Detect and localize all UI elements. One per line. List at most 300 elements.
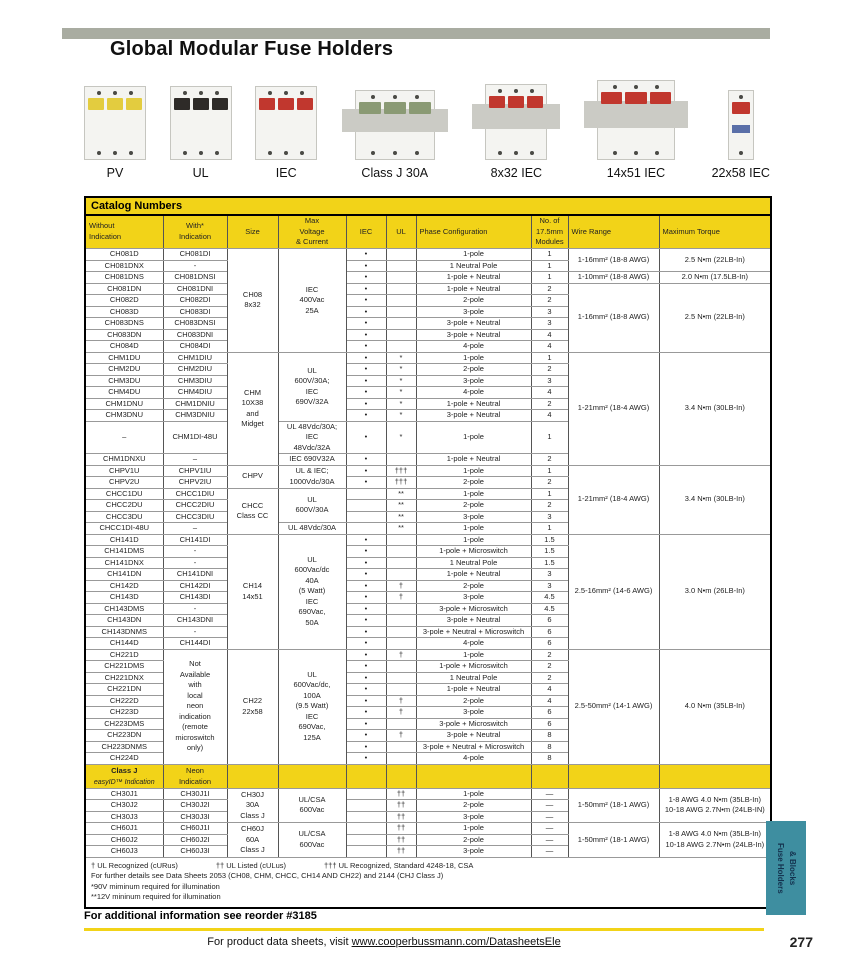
catalog-numbers-title: Catalog Numbers bbox=[85, 197, 771, 215]
footnote-line: *90V miminum required for illumination bbox=[91, 881, 220, 891]
table-cell: CHM1DIU bbox=[163, 352, 227, 364]
table-cell: 1.5 bbox=[531, 546, 568, 558]
table-cell: 1 bbox=[531, 352, 568, 364]
table-cell: † bbox=[386, 580, 416, 592]
table-cell: 3-pole + Neutral + Microswitch bbox=[416, 626, 531, 638]
table-cell: • bbox=[346, 718, 386, 730]
table-cell: 2.5 N•m (22LB-In) bbox=[659, 249, 771, 272]
table-cell: • bbox=[346, 283, 386, 295]
column-header-9: Maximum Torque bbox=[659, 215, 771, 249]
table-cell: CHM2DU bbox=[85, 364, 163, 376]
footnote-legend-item: † UL Recognized (cURus) bbox=[91, 860, 178, 870]
table-cell: 1.5 bbox=[531, 557, 568, 569]
table-cell: CHCC1DI-48U bbox=[85, 523, 163, 535]
table-cell: 3 bbox=[531, 580, 568, 592]
table-cell bbox=[278, 764, 346, 788]
table-cell: CH223DMS bbox=[85, 718, 163, 730]
table-cell: • bbox=[346, 672, 386, 684]
table-cell: CH224D bbox=[85, 753, 163, 765]
footnotes-cell bbox=[85, 857, 771, 908]
table-cell: • bbox=[346, 569, 386, 581]
table-row bbox=[85, 465, 771, 477]
table-cell bbox=[386, 764, 416, 788]
table-cell: * bbox=[386, 364, 416, 376]
table-cell: • bbox=[346, 249, 386, 261]
table-cell bbox=[659, 764, 771, 788]
table-cell bbox=[386, 638, 416, 650]
table-cell: 2-pole bbox=[416, 800, 531, 812]
table-cell: 4 bbox=[531, 387, 568, 399]
table-cell: 1-21mm² (18-4 AWG) bbox=[568, 352, 659, 465]
table-cell: CH084DI bbox=[163, 341, 227, 353]
table-cell: 1-pole + Microswitch bbox=[416, 661, 531, 673]
table-cell bbox=[386, 672, 416, 684]
table-cell: 4 bbox=[531, 410, 568, 422]
table-cell: 2-pole bbox=[416, 477, 531, 489]
footnote-legend-item: ††† UL Recognized, Standard 4248-18, CSA bbox=[324, 860, 474, 870]
table-cell: 6 bbox=[531, 626, 568, 638]
table-cell: Class J easyID™ Indication bbox=[85, 764, 163, 788]
product-label-pv: PV bbox=[106, 166, 124, 180]
table-cell: 3 bbox=[531, 375, 568, 387]
table-cell: ††† bbox=[386, 477, 416, 489]
table-cell: 3.4 N•m (30LB-In) bbox=[659, 352, 771, 465]
table-cell: CH143DNMS bbox=[85, 626, 163, 638]
table-cell: 2 bbox=[531, 283, 568, 295]
product-strip bbox=[84, 80, 770, 180]
table-cell: • bbox=[346, 695, 386, 707]
table-cell bbox=[386, 603, 416, 615]
table-footnotes bbox=[85, 857, 771, 908]
table-cell: 2-pole bbox=[416, 364, 531, 376]
table-cell: † bbox=[386, 695, 416, 707]
table-cell: UL & IEC; 1000Vdc/30A bbox=[278, 465, 346, 488]
product-label-iec832: 8x32 IEC bbox=[490, 166, 543, 180]
table-cell: • bbox=[346, 341, 386, 353]
product-iec1451 bbox=[584, 80, 688, 180]
table-cell: CH30J3 bbox=[85, 811, 163, 823]
table-cell: • bbox=[346, 741, 386, 753]
table-cell: • bbox=[346, 730, 386, 742]
page-title: Global Modular Fuse Holders bbox=[110, 38, 394, 60]
table-cell: • bbox=[346, 398, 386, 410]
table-cell: 2 bbox=[531, 672, 568, 684]
table-cell: 4-pole bbox=[416, 341, 531, 353]
column-header-2: Size bbox=[227, 215, 278, 249]
table-cell: 2.5-50mm² (14-1 AWG) bbox=[568, 649, 659, 764]
table-cell: * bbox=[386, 421, 416, 454]
product-photo-iec832 bbox=[485, 84, 547, 160]
table-cell bbox=[386, 661, 416, 673]
table-cell bbox=[346, 523, 386, 535]
table-cell: 3-pole + Neutral + Microswitch bbox=[416, 741, 531, 753]
table-row bbox=[85, 823, 771, 835]
table-cell: 4.5 bbox=[531, 603, 568, 615]
table-cell: CH30J2I bbox=[163, 800, 227, 812]
table-cell: CH141DMS bbox=[85, 546, 163, 558]
table-cell: CH081DN bbox=[85, 283, 163, 295]
column-header-3: Max Voltage & Current bbox=[278, 215, 346, 249]
product-photo-iec bbox=[255, 86, 317, 160]
table-cell: CH081DNSI bbox=[163, 272, 227, 284]
table-cell: 1-50mm² (18-1 AWG) bbox=[568, 788, 659, 823]
table-cell: • bbox=[346, 661, 386, 673]
table-cell bbox=[227, 764, 278, 788]
table-cell: CH30J1I bbox=[163, 788, 227, 800]
table-cell bbox=[386, 684, 416, 696]
table-cell: 2 bbox=[531, 661, 568, 673]
table-cell: • bbox=[346, 477, 386, 489]
section-tab-fuse-holders-blocks bbox=[766, 821, 806, 915]
table-cell: ** bbox=[386, 500, 416, 512]
table-cell bbox=[386, 753, 416, 765]
table-cell: • bbox=[346, 421, 386, 454]
table-cell: UL 48Vdc/30A; IEC 48Vdc/32A bbox=[278, 421, 346, 454]
table-cell bbox=[346, 834, 386, 846]
table-cell: CH081DI bbox=[163, 249, 227, 261]
table-cell: CH222D bbox=[85, 695, 163, 707]
table-cell: • bbox=[346, 318, 386, 330]
table-cell: 3-pole bbox=[416, 707, 531, 719]
table-row bbox=[85, 352, 771, 364]
table-section-6 bbox=[85, 788, 771, 823]
table-cell: CHM1DNU bbox=[85, 398, 163, 410]
table-cell bbox=[386, 329, 416, 341]
table-cell: † bbox=[386, 592, 416, 604]
table-cell bbox=[416, 764, 531, 788]
table-cell: 2-pole bbox=[416, 580, 531, 592]
table-cell: 1-pole bbox=[416, 249, 531, 261]
table-cell: CH082D bbox=[85, 295, 163, 307]
table-cell: CH081DNX bbox=[85, 260, 163, 272]
table-cell: UL/CSA 600Vac bbox=[278, 823, 346, 858]
table-cell: CH081D bbox=[85, 249, 163, 261]
table-cell: CHM3DNU bbox=[85, 410, 163, 422]
table-cell: CH08 8x32 bbox=[227, 249, 278, 353]
product-pv bbox=[84, 86, 146, 180]
table-cell: 1 bbox=[531, 465, 568, 477]
table-section-3 bbox=[85, 534, 771, 649]
table-cell: CH30J3I bbox=[163, 811, 227, 823]
table-row bbox=[85, 249, 771, 261]
table-cell: • bbox=[346, 707, 386, 719]
table-cell: CH081DNI bbox=[163, 283, 227, 295]
column-header-7: No. of 17.5mm Modules bbox=[531, 215, 568, 249]
table-cell: 1-21mm² (18-4 AWG) bbox=[568, 465, 659, 534]
table-cell: 1-pole bbox=[416, 534, 531, 546]
table-cell: 4.5 bbox=[531, 592, 568, 604]
table-row bbox=[85, 272, 771, 284]
table-cell: CH141DNI bbox=[163, 569, 227, 581]
table-cell: CHCC Class CC bbox=[227, 488, 278, 534]
product-label-iec: IEC bbox=[275, 166, 297, 180]
table-cell bbox=[386, 260, 416, 272]
table-cell: UL 600Vac/dc, 100A (9.5 Watt) IEC 690Vac, 125A bbox=[278, 649, 346, 764]
table-cell: 8 bbox=[531, 741, 568, 753]
product-iec bbox=[255, 86, 317, 180]
table-cell bbox=[346, 811, 386, 823]
table-cell: ** bbox=[386, 523, 416, 535]
table-cell: CHCC3DIU bbox=[163, 511, 227, 523]
table-cell: CHCC1DU bbox=[85, 488, 163, 500]
table-cell: 2 bbox=[531, 477, 568, 489]
table-cell bbox=[386, 546, 416, 558]
datasheet-link[interactable]: www.cooperbussmann.com/DatasheetsEle bbox=[351, 936, 561, 948]
table-row bbox=[85, 534, 771, 546]
product-iec2258 bbox=[712, 90, 770, 180]
table-cell: – bbox=[163, 454, 227, 466]
table-cell: CH60J1 bbox=[85, 823, 163, 835]
table-cell: 1-8 AWG 4.0 N•m (35LB-In) 10-18 AWG 2.7N•m (24LB-IN) bbox=[659, 788, 771, 823]
table-cell bbox=[386, 249, 416, 261]
product-iec832 bbox=[472, 84, 560, 180]
table-cell: 6 bbox=[531, 718, 568, 730]
table-cell: – bbox=[163, 523, 227, 535]
table-cell: 1-pole + Neutral bbox=[416, 454, 531, 466]
table-cell: • bbox=[346, 387, 386, 399]
table-cell: 2 bbox=[531, 454, 568, 466]
table-cell: - bbox=[163, 260, 227, 272]
table-cell: • bbox=[346, 260, 386, 272]
table-cell: CH083DNS bbox=[85, 318, 163, 330]
table-cell: CH141DNX bbox=[85, 557, 163, 569]
table-cell: 3-pole bbox=[416, 846, 531, 858]
table-cell bbox=[346, 488, 386, 500]
table-cell: • bbox=[346, 375, 386, 387]
table-cell: • bbox=[346, 454, 386, 466]
product-photo-ul bbox=[170, 86, 232, 160]
table-cell: 2.0 N•m (17.5LB-In) bbox=[659, 272, 771, 284]
table-cell: 1 bbox=[531, 272, 568, 284]
table-cell: CH60J2 bbox=[85, 834, 163, 846]
table-cell: CH221DMS bbox=[85, 661, 163, 673]
table-cell: 3-pole + Neutral bbox=[416, 615, 531, 627]
table-cell: 1 bbox=[531, 260, 568, 272]
table-cell: Not Available with local neon indication (remote microswitch only) bbox=[163, 649, 227, 764]
table-cell: • bbox=[346, 557, 386, 569]
table-cell: 1 bbox=[531, 421, 568, 454]
table-cell bbox=[346, 846, 386, 858]
table-cell: CH083D bbox=[85, 306, 163, 318]
table-cell: * bbox=[386, 410, 416, 422]
table-cell bbox=[386, 534, 416, 546]
table-cell: † bbox=[386, 707, 416, 719]
table-cell: 1-50mm² (18-1 AWG) bbox=[568, 823, 659, 858]
table-cell: 1 Neutral Pole bbox=[416, 672, 531, 684]
table-cell: UL 600V/30A bbox=[278, 488, 346, 523]
table-cell bbox=[346, 823, 386, 835]
table-cell: CH30J 30A Class J bbox=[227, 788, 278, 823]
table-cell: CH143DMS bbox=[85, 603, 163, 615]
catalog-table bbox=[84, 196, 772, 909]
datasheet-note bbox=[84, 936, 684, 948]
table-cell: 1-pole + Microswitch bbox=[416, 546, 531, 558]
table-cell: CH30J1 bbox=[85, 788, 163, 800]
table-cell: Neon Indication bbox=[163, 764, 227, 788]
table-cell: 3.4 N•m (30LB-In) bbox=[659, 465, 771, 534]
table-cell: 2-pole bbox=[416, 500, 531, 512]
table-cell: 3-pole bbox=[416, 811, 531, 823]
table-cell: 1.5 bbox=[531, 534, 568, 546]
table-cell bbox=[346, 764, 386, 788]
table-cell: CHM1DNXU bbox=[85, 454, 163, 466]
table-cell: 2.5-16mm² (14-6 AWG) bbox=[568, 534, 659, 649]
table-cell: 3 bbox=[531, 318, 568, 330]
table-cell: 2.5 N•m (22LB-In) bbox=[659, 283, 771, 352]
table-cell: CHM 10X38 and Midget bbox=[227, 352, 278, 465]
table-cell: CH083DNSI bbox=[163, 318, 227, 330]
table-cell: 2 bbox=[531, 649, 568, 661]
table-cell: - bbox=[163, 626, 227, 638]
product-label-classj: Class J 30A bbox=[361, 166, 429, 180]
table-cell: 4 bbox=[531, 695, 568, 707]
table-cell: †† bbox=[386, 788, 416, 800]
table-cell: ††† bbox=[386, 465, 416, 477]
table-cell: UL 600Vac/dc 40A (5 Watt) IEC 690Vac, 50A bbox=[278, 534, 346, 649]
table-cell: 4 bbox=[531, 329, 568, 341]
table-cell: – bbox=[85, 421, 163, 454]
table-section-0 bbox=[85, 249, 771, 353]
table-cell: 1-8 AWG 4.0 N•m (35LB-In) 10-18 AWG 2.7N•m (24LB-In) bbox=[659, 823, 771, 858]
table-cell: • bbox=[346, 649, 386, 661]
table-cell: 3-pole bbox=[416, 306, 531, 318]
table-cell: • bbox=[346, 753, 386, 765]
table-cell bbox=[386, 272, 416, 284]
table-cell: 3-pole + Microswitch bbox=[416, 718, 531, 730]
table-cell: 2 bbox=[531, 364, 568, 376]
reorder-note: For additional information see reorder #3185 bbox=[84, 910, 317, 922]
column-header-6: Phase Configuration bbox=[416, 215, 531, 249]
table-section-4 bbox=[85, 649, 771, 764]
table-cell: CH60J2I bbox=[163, 834, 227, 846]
table-cell: • bbox=[346, 352, 386, 364]
table-cell: * bbox=[386, 398, 416, 410]
table-cell: 1-pole + Neutral bbox=[416, 272, 531, 284]
table-cell: • bbox=[346, 410, 386, 422]
table-cell: CHPV2U bbox=[85, 477, 163, 489]
table-cell: CHPV2IU bbox=[163, 477, 227, 489]
table-cell: 1-pole + Neutral bbox=[416, 569, 531, 581]
table-cell: CHM3DIU bbox=[163, 375, 227, 387]
table-cell: CHCC2DU bbox=[85, 500, 163, 512]
table-cell: 1-pole + Neutral bbox=[416, 283, 531, 295]
table-cell: 1-pole + Neutral bbox=[416, 398, 531, 410]
table-cell: 4 bbox=[531, 684, 568, 696]
table-cell: CH081DNS bbox=[85, 272, 163, 284]
table-cell: - bbox=[163, 546, 227, 558]
table-cell: CH14 14x51 bbox=[227, 534, 278, 649]
table-cell: CH141DN bbox=[85, 569, 163, 581]
product-photo-classj bbox=[355, 90, 435, 160]
table-cell: CH083DN bbox=[85, 329, 163, 341]
table-cell: * bbox=[386, 352, 416, 364]
table-cell: 4 bbox=[531, 341, 568, 353]
table-cell: † bbox=[386, 649, 416, 661]
footer-yellow-rule bbox=[84, 928, 764, 931]
catalog-table-header bbox=[85, 197, 771, 249]
table-cell: CH141D bbox=[85, 534, 163, 546]
table-cell: 3 bbox=[531, 511, 568, 523]
table-cell: — bbox=[531, 800, 568, 812]
table-cell: †† bbox=[386, 846, 416, 858]
table-cell: • bbox=[346, 534, 386, 546]
table-cell: • bbox=[346, 684, 386, 696]
table-cell bbox=[386, 741, 416, 753]
table-cell: CH082DI bbox=[163, 295, 227, 307]
table-cell: 1-pole bbox=[416, 523, 531, 535]
table-cell: 6 bbox=[531, 707, 568, 719]
table-cell bbox=[386, 626, 416, 638]
table-cell: UL 48Vdc/30A bbox=[278, 523, 346, 535]
table-cell bbox=[386, 569, 416, 581]
table-cell: 4.0 N•m (35LB-In) bbox=[659, 649, 771, 764]
table-cell: • bbox=[346, 306, 386, 318]
section-tab-label: Fuse Holders & Blocks bbox=[776, 842, 797, 894]
table-cell: • bbox=[346, 295, 386, 307]
table-cell: * bbox=[386, 387, 416, 399]
table-cell: 3 bbox=[531, 306, 568, 318]
table-cell bbox=[386, 306, 416, 318]
table-cell: †† bbox=[386, 811, 416, 823]
table-cell: 1-pole bbox=[416, 788, 531, 800]
table-cell: • bbox=[346, 465, 386, 477]
table-cell bbox=[386, 718, 416, 730]
table-cell: 3-pole + Neutral bbox=[416, 329, 531, 341]
table-cell bbox=[386, 283, 416, 295]
table-cell bbox=[531, 764, 568, 788]
column-header-4: IEC bbox=[346, 215, 386, 249]
table-cell: 4-pole bbox=[416, 638, 531, 650]
table-cell: — bbox=[531, 823, 568, 835]
table-cell: 2 bbox=[531, 398, 568, 410]
product-label-iec2258: 22x58 IEC bbox=[711, 166, 770, 180]
table-cell: • bbox=[346, 592, 386, 604]
table-cell: • bbox=[346, 329, 386, 341]
classj-section-band bbox=[85, 764, 771, 788]
table-cell: CH141DI bbox=[163, 534, 227, 546]
table-cell: 1-pole bbox=[416, 421, 531, 454]
table-cell: 1-16mm² (18-8 AWG) bbox=[568, 249, 659, 272]
table-cell: 1-pole bbox=[416, 823, 531, 835]
table-cell: CH144D bbox=[85, 638, 163, 650]
table-cell: 3-pole + Neutral bbox=[416, 318, 531, 330]
table-cell: — bbox=[531, 811, 568, 823]
table-cell: 4-pole bbox=[416, 387, 531, 399]
table-cell: 3-pole bbox=[416, 511, 531, 523]
table-cell: CH223D bbox=[85, 707, 163, 719]
table-cell: † bbox=[386, 730, 416, 742]
table-cell: 6 bbox=[531, 615, 568, 627]
table-cell: 1-16mm² (18-8 AWG) bbox=[568, 283, 659, 352]
column-header-8: Wire Range bbox=[568, 215, 659, 249]
product-classj bbox=[341, 90, 449, 180]
product-photo-iec1451 bbox=[597, 80, 675, 160]
product-label-iec1451: 14x51 IEC bbox=[606, 166, 666, 180]
table-cell: 1 Neutral Pole bbox=[416, 260, 531, 272]
table-cell: CHM1DNIU bbox=[163, 398, 227, 410]
table-cell: 2-pole bbox=[416, 295, 531, 307]
table-cell: 2-pole bbox=[416, 695, 531, 707]
table-cell: CHPV1IU bbox=[163, 465, 227, 477]
table-cell: CH144DI bbox=[163, 638, 227, 650]
table-cell: 1-10mm² (18-8 AWG) bbox=[568, 272, 659, 284]
table-cell: 3-pole bbox=[416, 375, 531, 387]
table-cell: 1-pole bbox=[416, 465, 531, 477]
table-cell: CH143DI bbox=[163, 592, 227, 604]
table-cell: CH22 22x58 bbox=[227, 649, 278, 764]
table-cell bbox=[386, 615, 416, 627]
table-cell: CH30J2 bbox=[85, 800, 163, 812]
